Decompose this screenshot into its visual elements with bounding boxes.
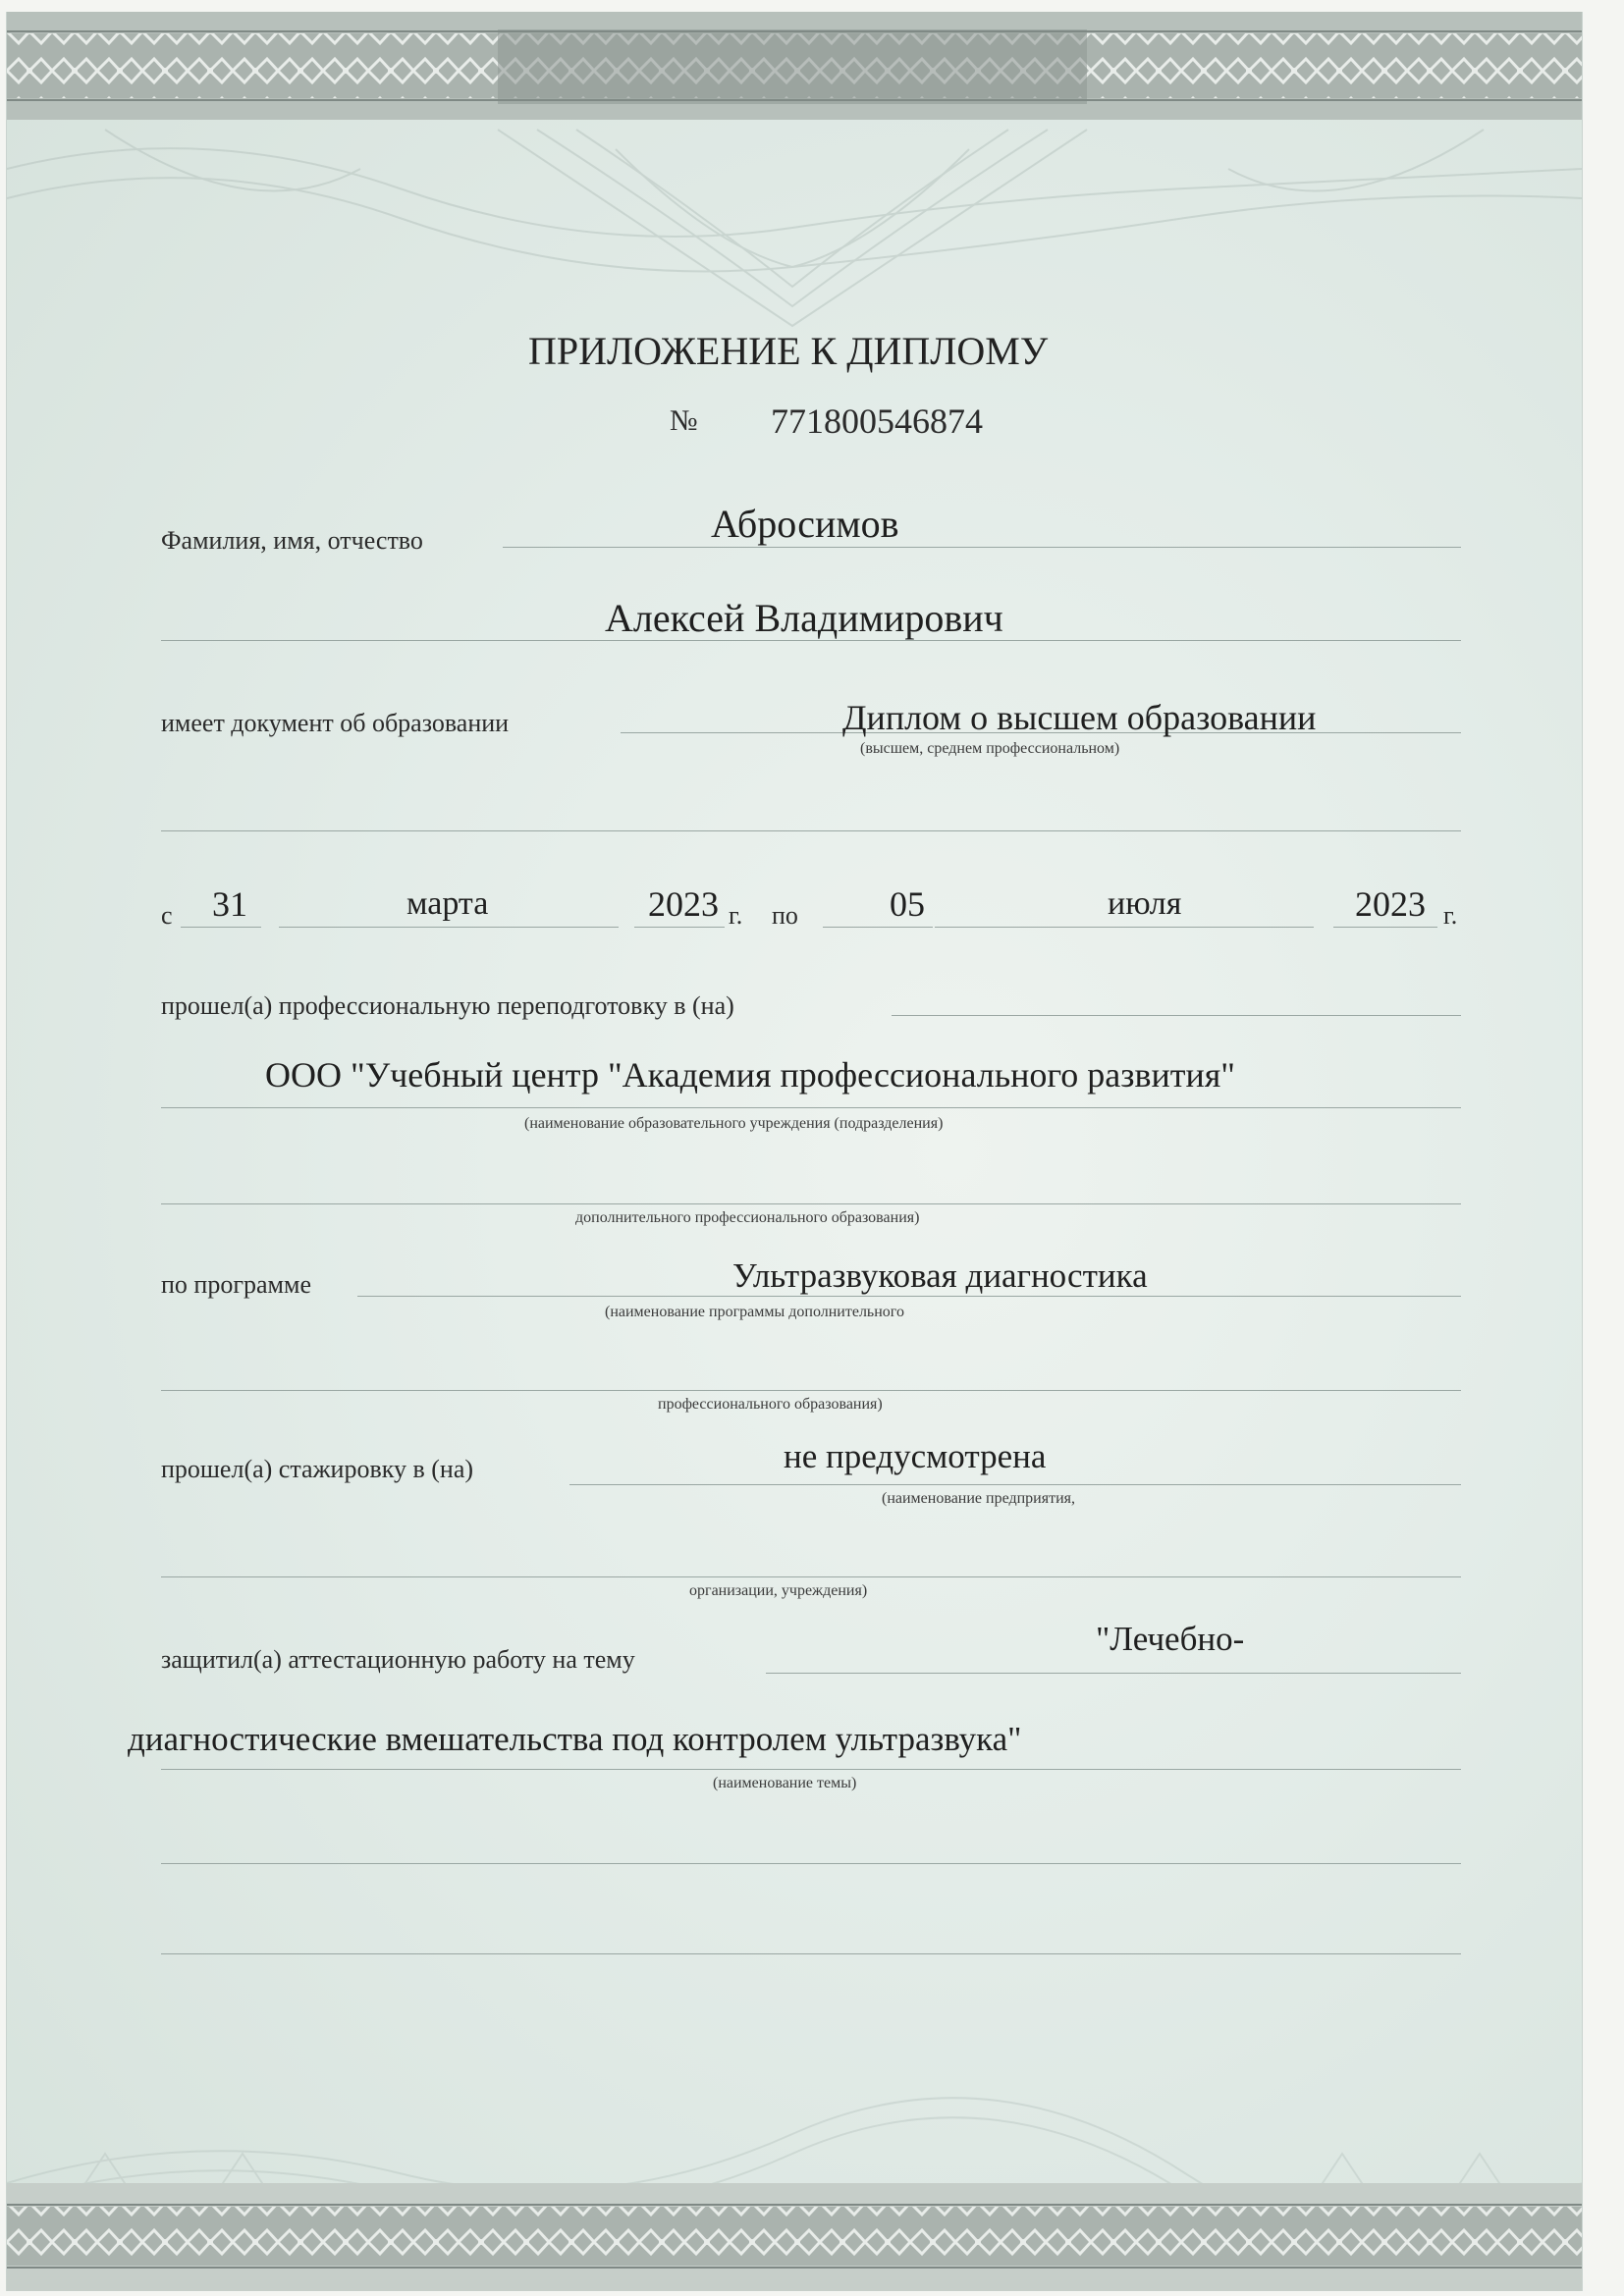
retraining-caption-2: дополнительного профессионального образования) (575, 1209, 920, 1226)
retraining-underline-1 (892, 1015, 1461, 1016)
thesis-caption: (наименование темы) (713, 1775, 857, 1791)
program-value: Ультразвуковая диагностика (732, 1256, 1148, 1295)
program-label: по программе (161, 1270, 311, 1299)
education-doc-label: имеет документ об образовании (161, 709, 510, 737)
program-caption-1: (наименование программы дополнительного (605, 1304, 904, 1320)
surname-value: Абросимов (711, 502, 899, 546)
from-year-underline (634, 927, 725, 928)
to-month-value: июля (1108, 885, 1182, 922)
internship-underline-1 (569, 1484, 1461, 1485)
bottom-guilloche-border (7, 2183, 1582, 2291)
thesis-value-part1: "Лечебно- (1096, 1620, 1245, 1658)
education-doc-value: Диплом о высшем образовании (842, 698, 1317, 737)
from-day-underline (181, 927, 261, 928)
fio-underline-2 (161, 640, 1461, 641)
from-month-underline (279, 927, 619, 928)
internship-caption-1: (наименование предприятия, (882, 1490, 1076, 1507)
retraining-caption-1: (наименование образовательного учреждения (подразделения) (524, 1115, 944, 1132)
internship-value: не предусмотрена (784, 1437, 1047, 1475)
number-symbol: № (670, 404, 698, 437)
to-year-suffix: г. (1443, 901, 1458, 930)
period-from-prefix: с (161, 901, 173, 930)
fio-label: Фамилия, имя, отчество (161, 526, 423, 555)
period-to-prefix: по (772, 901, 798, 930)
decorative-ornament-top (7, 110, 1582, 346)
from-day-value: 31 (212, 884, 247, 924)
thesis-value-part2: диагностические вмешательства под контролем ультразвука" (128, 1720, 1022, 1758)
retraining-underline-3 (161, 1203, 1461, 1204)
from-year-suffix: г. (729, 901, 743, 930)
to-month-underline (935, 927, 1314, 928)
thesis-underline-3 (161, 1863, 1461, 1864)
thesis-underline-1 (766, 1673, 1461, 1674)
retraining-label: прошел(а) профессиональную переподготовку в (на) (161, 991, 734, 1020)
fio-underline-1 (503, 547, 1461, 548)
document-title: ПРИЛОЖЕНИЕ К ДИПЛОМУ (528, 329, 1049, 373)
education-doc-caption: (высшем, среднем профессиональном) (860, 740, 1120, 757)
top-guilloche-border (7, 12, 1582, 120)
to-year-value: 2023 (1355, 884, 1426, 924)
program-underline-1 (357, 1296, 1461, 1297)
to-day-value: 05 (890, 884, 925, 924)
thesis-label: защитил(а) аттестационную работу на тему (161, 1645, 635, 1674)
from-year-value: 2023 (648, 884, 719, 924)
program-caption-2: профессионального образования) (658, 1396, 883, 1413)
thesis-underline-4 (161, 1953, 1461, 1954)
from-month-value: марта (406, 885, 489, 922)
education-doc-underline-2 (161, 830, 1461, 831)
retraining-value: ООО "Учебный центр "Академия профессионального развития" (265, 1055, 1235, 1095)
thesis-underline-2 (161, 1769, 1461, 1770)
given-name-value: Алексей Владимирович (605, 596, 1003, 640)
program-underline-2 (161, 1390, 1461, 1391)
internship-underline-2 (161, 1576, 1461, 1577)
to-year-underline (1333, 927, 1437, 928)
internship-caption-2: организации, учреждения) (689, 1582, 868, 1599)
to-day-underline (823, 927, 933, 928)
internship-label: прошел(а) стажировку в (на) (161, 1455, 474, 1483)
diploma-number: 771800546874 (771, 401, 983, 441)
retraining-underline-2 (161, 1107, 1461, 1108)
